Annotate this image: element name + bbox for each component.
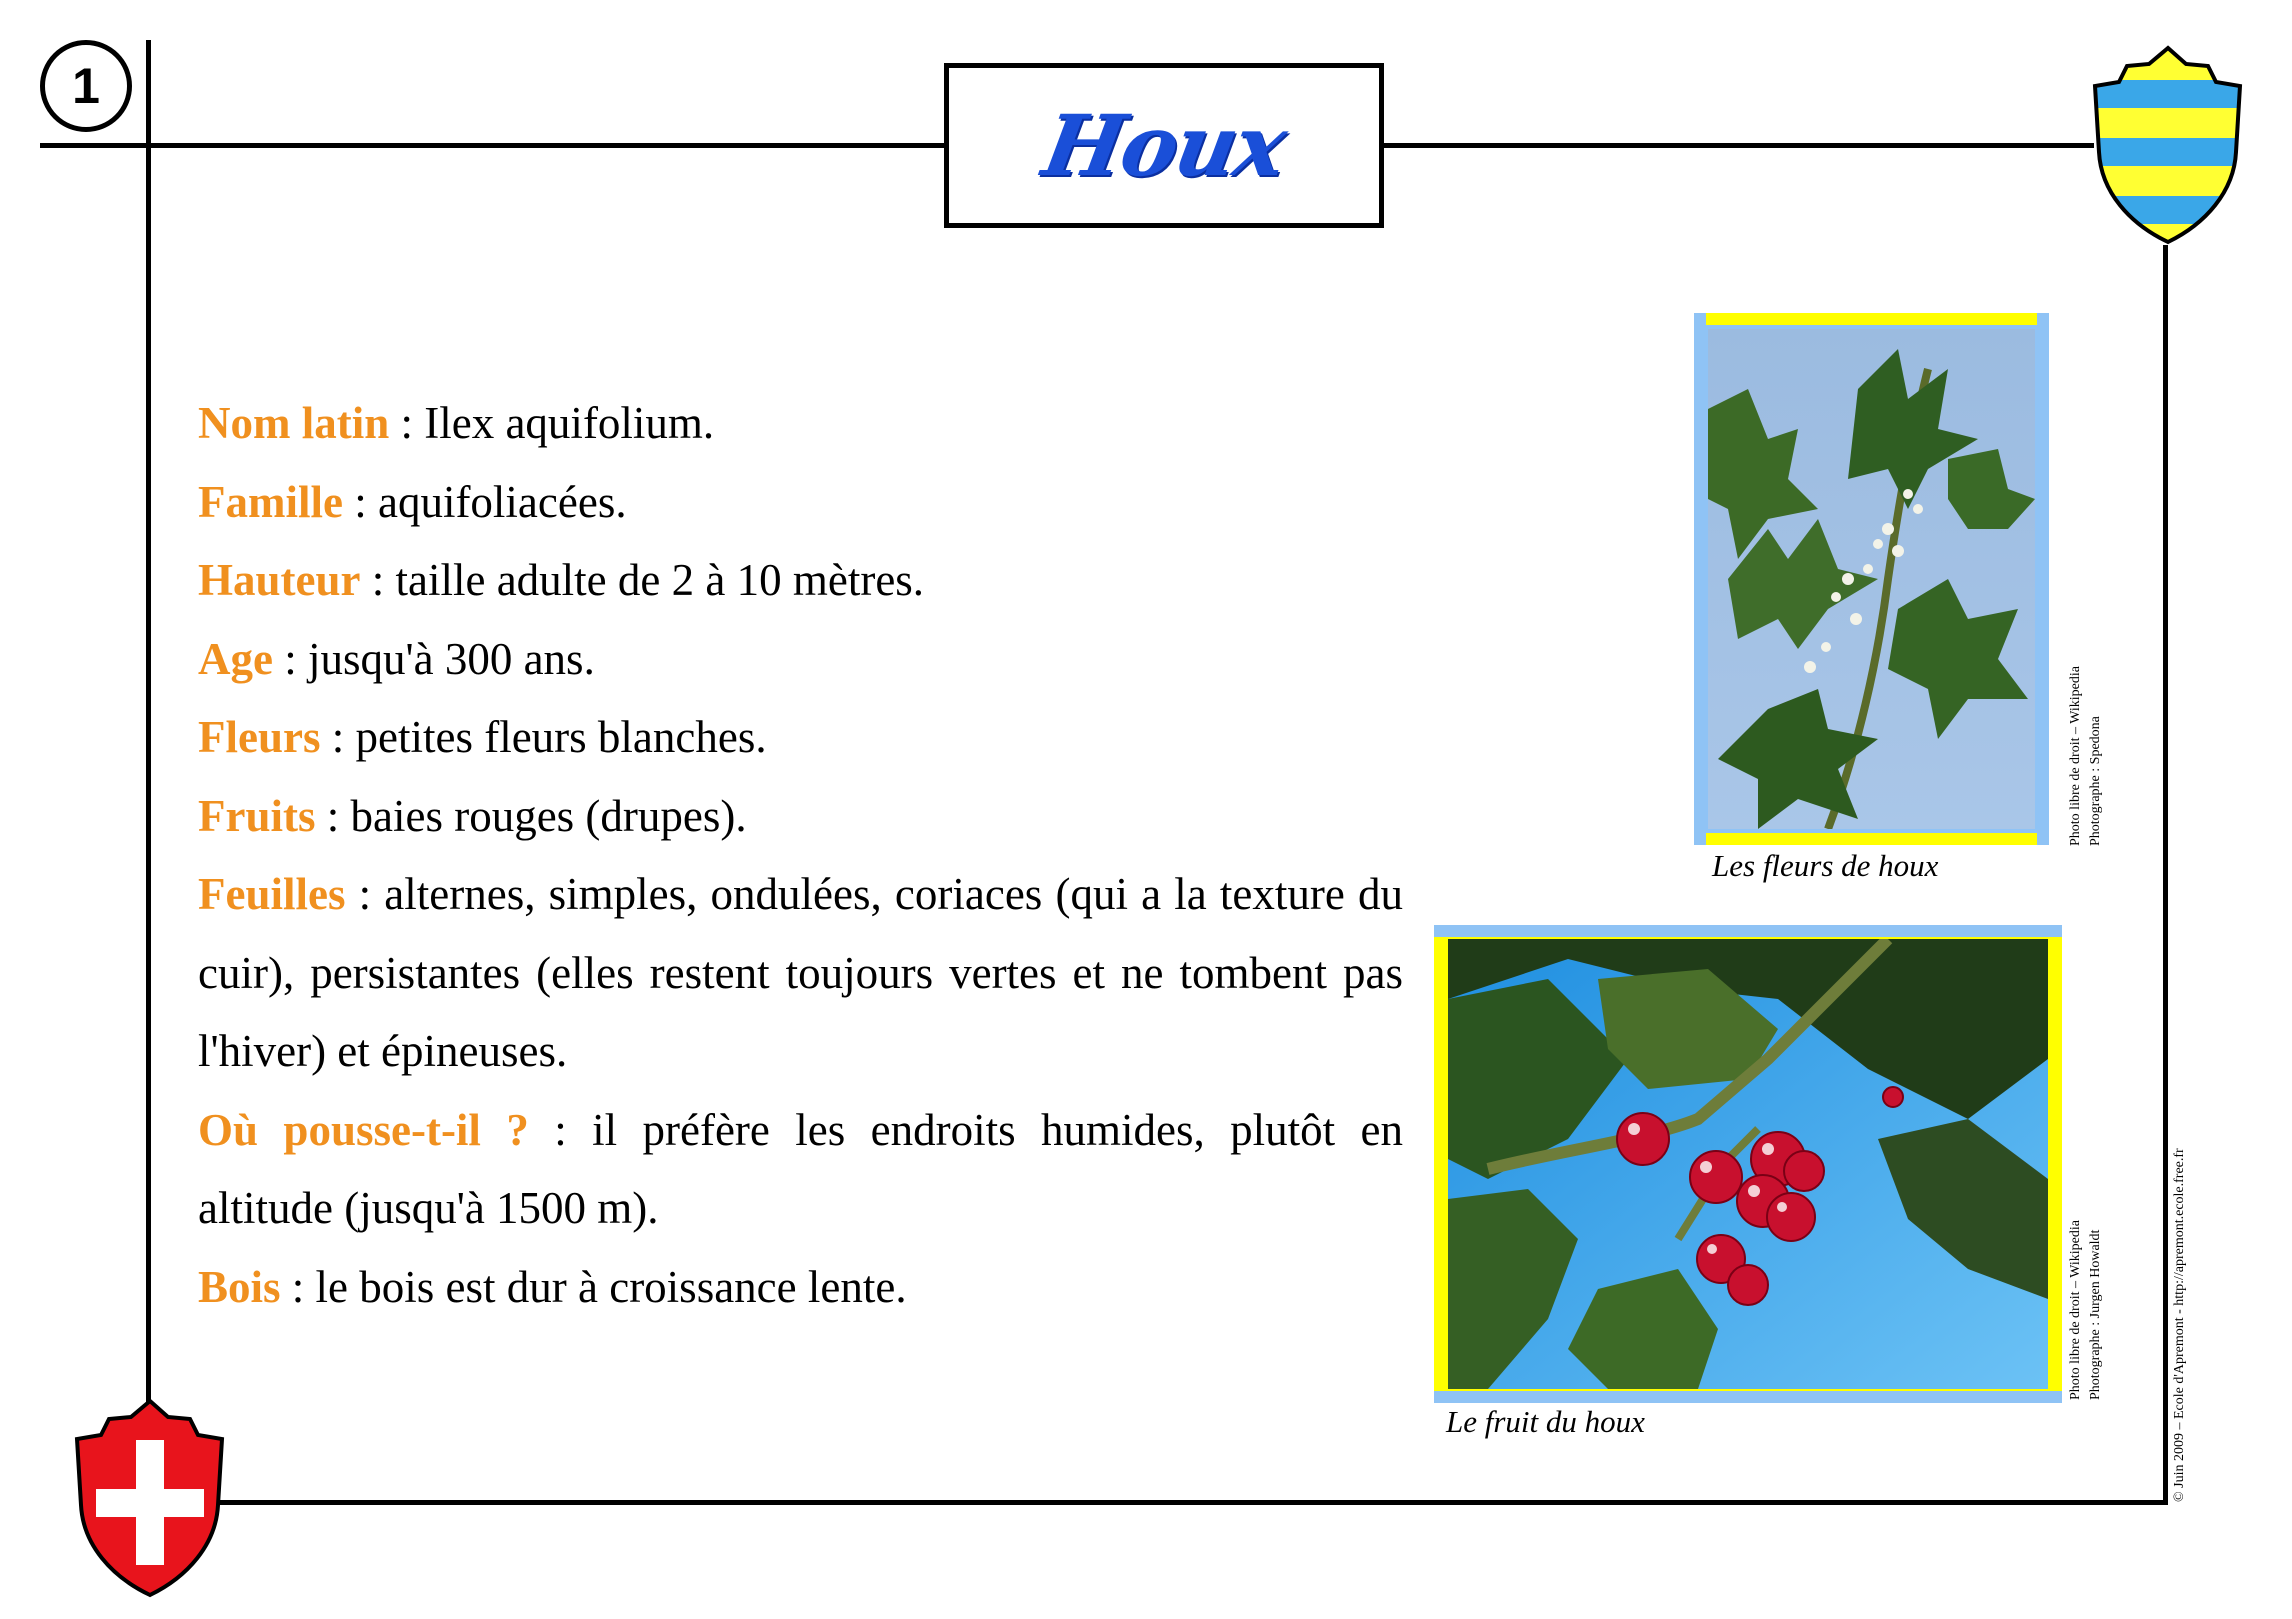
field-famille [198,463,1403,542]
field-age [198,620,1403,699]
field-label: Nom latin [198,398,390,448]
field-hauteur [198,541,1403,620]
field-label: Feuilles [198,869,346,919]
description [198,384,1403,1326]
field-feuilles [198,855,1403,1091]
field-value: : il préfère les endroits humides, plutôt en altitude (jusqu'à 1500 m). [198,1104,1403,1233]
photo-fruit-frame [1434,925,2062,1403]
field-label: Fleurs [198,712,321,762]
field-value: : le bois est dur à croissance lente. [280,1261,907,1312]
photo-flowers-frame [1694,313,2049,845]
field-ou-pousse [198,1091,1403,1248]
copyright-notice: © Juin 2009 – Ecole d'Apremont - http://apremont.ecole.free.fr [2172,1148,2187,1502]
title-box [944,63,1384,228]
field-value: : baies rouges (drupes). [315,790,747,841]
field-label: Age [198,633,273,684]
page-number: 1 [40,40,132,132]
field-value: : alternes, simples, ondulées, coriaces (qui a la texture du cuir), persistantes (elles restent toujours vertes et ne tombent pas l'hiver) et épineuses. [198,869,1403,1076]
field-fleurs [198,698,1403,777]
field-value: : petites fleurs blanches. [320,712,767,762]
photo-flowers-credit: Photo libre de droit – Wikipedia Photographe : Spedona [2068,666,2103,846]
field-label: Fruits [198,790,316,841]
photo-holly-flowers [1708,329,2035,829]
photo-holly-berries [1448,939,2048,1389]
top-rule-left [40,143,946,148]
photo-fruit-caption: Le fruit du houx [1446,1404,1645,1439]
field-nom-latin [198,384,1403,463]
field-fruits [198,777,1403,856]
page-title: Houx [1035,96,1292,195]
field-label: Où pousse-t-il ? [198,1104,529,1155]
field-label: Bois [198,1261,281,1312]
crest-blue-yellow-icon [2090,42,2245,247]
field-value: : jusqu'à 300 ans. [272,633,595,684]
field-label: Hauteur [198,555,361,605]
top-rule-right [1384,143,2094,148]
field-value: : Ilex aquifolium. [389,398,715,448]
left-rule [146,40,151,1405]
bottom-rule [210,1500,2168,1505]
field-value: : aquifoliacées. [342,476,627,527]
field-bois [198,1248,1403,1327]
field-label: Famille [198,476,343,527]
photo-flowers-caption: Les fleurs de houx [1712,848,1939,883]
field-value: : taille adulte de 2 à 10 mètres. [360,555,925,605]
right-rule [2163,245,2168,1505]
photo-fruit-credit: Photo libre de droit – Wikipedia Photographe : Jurgen Howaldt [2068,1220,2103,1400]
crest-savoie-icon [70,1395,230,1600]
